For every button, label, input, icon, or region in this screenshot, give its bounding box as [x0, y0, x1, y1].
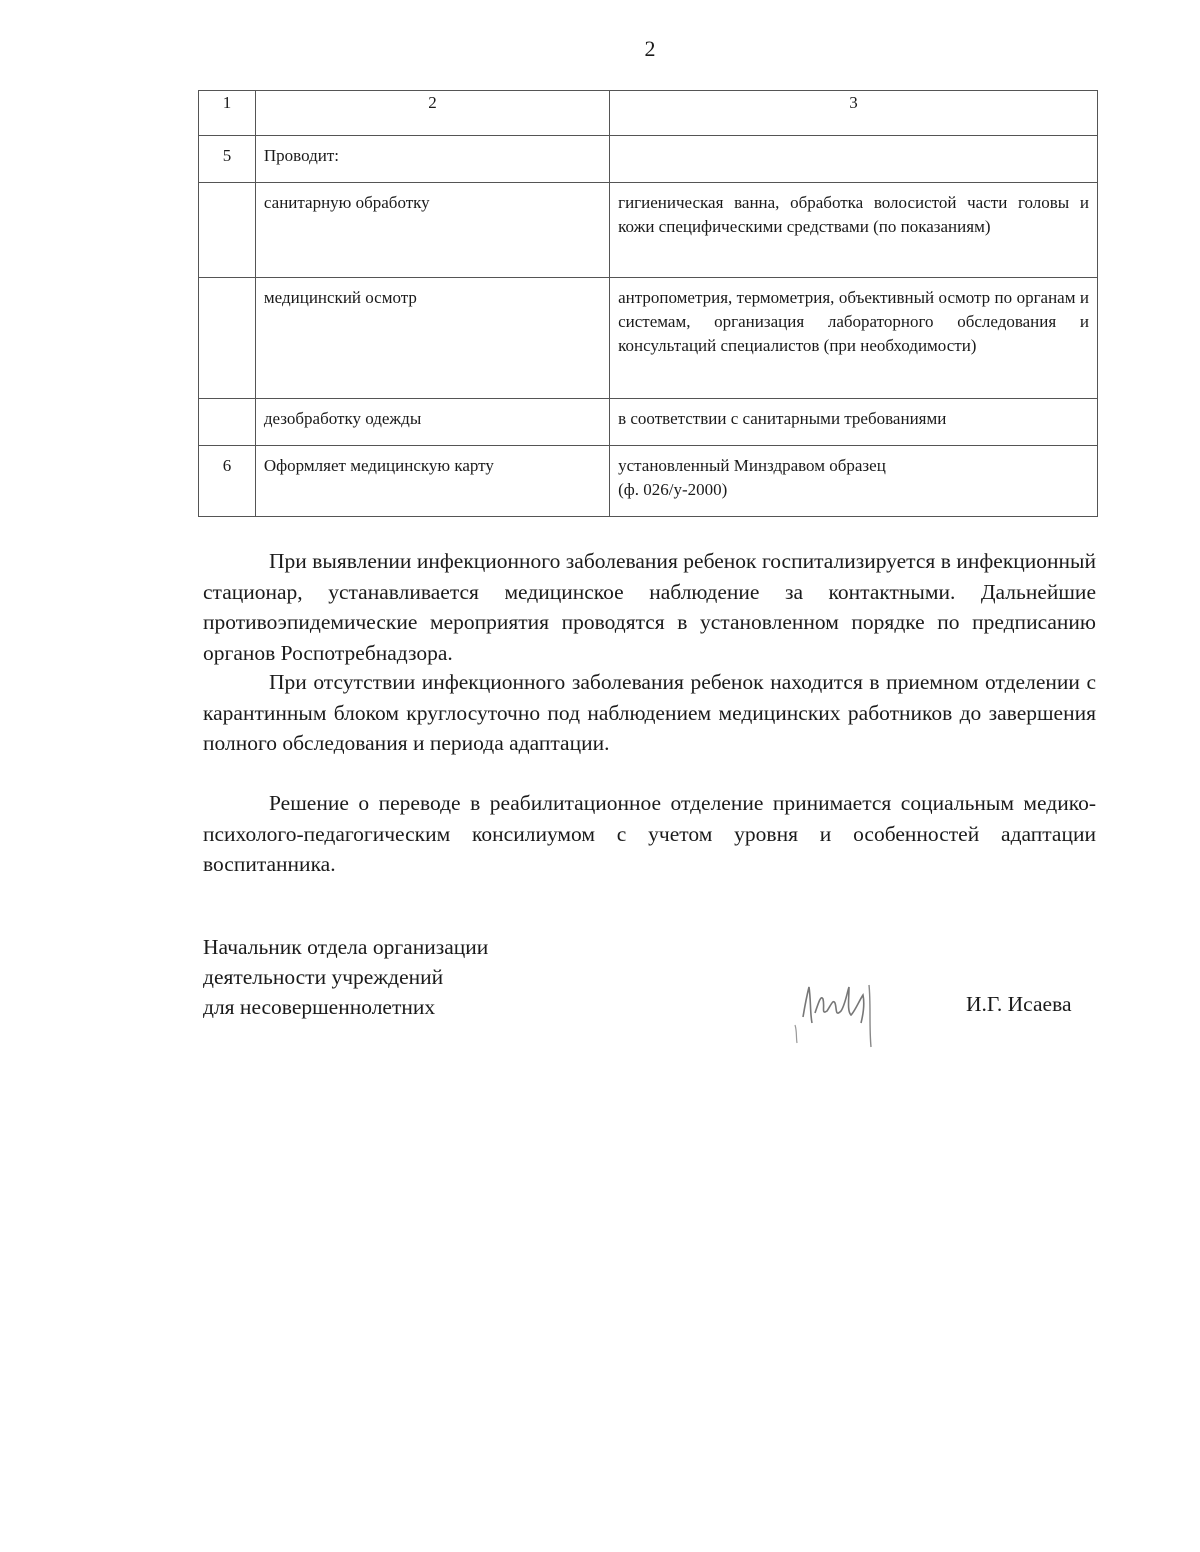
row-action: дезобработку одежды — [263, 409, 422, 428]
table-row — [199, 136, 1098, 183]
row-details: антропометрия, термометрия, объективный осмотр по органам и системам, организация лабораторного обследования и консультаций специалистов (при необходимости) — [618, 288, 1089, 355]
row-number — [199, 278, 255, 292]
paragraph-transfer-decision: Решение о переводе в реабилитационное отделение принимается социальным медико-психолого-педагогическим консилиумом с учетом уровня и особенностей адаптации воспитанника. — [203, 791, 1096, 876]
row-details: в соответствии с санитарными требованиями — [618, 409, 947, 428]
row-number: 6 — [222, 456, 232, 475]
signer-name: И.Г. Исаева — [966, 992, 1072, 1016]
procedures-table — [198, 90, 1098, 517]
row-details-line: (ф. 026/у-2000) — [618, 480, 728, 499]
row-action: Проводит: — [263, 146, 339, 165]
row-details — [610, 136, 1097, 150]
table-row — [199, 278, 1098, 399]
paragraph-infection-detected: При выявлении инфекционного заболевания ребенок госпитализируется в инфекционный стационар, устанавливается медицинское наблюдение за контактными. Дальнейшие противоэпидемические мероприятия проводятся в установленном порядке по предписанию органов Роспотребнадзора. — [203, 549, 1096, 665]
row-details: гигиеническая ванна, обработка волосистой части головы и кожи специфическими средствами (по показаниям) — [618, 193, 1089, 236]
row-details-line: установленный Минздравом образец — [618, 456, 886, 475]
row-details — [610, 446, 1097, 508]
paragraph-no-infection: При отсутствии инфекционного заболевания ребенок находится в приемном отделении с карантинным блоком круглосуточно под наблюдением медицинских работников до завершения полного обследования и периода адаптации. — [203, 670, 1096, 755]
table-row — [199, 183, 1098, 278]
signatory-position — [203, 932, 488, 1022]
header-col-1: 1 — [199, 91, 256, 136]
row-number — [199, 183, 255, 197]
position-line: для несовершеннолетних — [203, 995, 436, 1019]
position-line: деятельности учреждений — [203, 965, 444, 989]
table-row — [199, 446, 1098, 517]
row-number: 5 — [222, 146, 232, 165]
position-line: Начальник отдела организации — [203, 935, 489, 959]
header-col-2: 2 — [255, 91, 609, 136]
row-action: санитарную обработку — [263, 193, 430, 212]
handwritten-signature — [785, 965, 895, 1055]
row-number — [199, 399, 255, 413]
page-number: 2 — [644, 36, 656, 61]
row-action: медицинский осмотр — [263, 288, 417, 307]
header-col-3: 3 — [610, 91, 1098, 136]
table-row — [199, 399, 1098, 446]
row-action: Оформляет медицинскую карту — [263, 456, 494, 475]
table-header-row — [199, 91, 1098, 136]
